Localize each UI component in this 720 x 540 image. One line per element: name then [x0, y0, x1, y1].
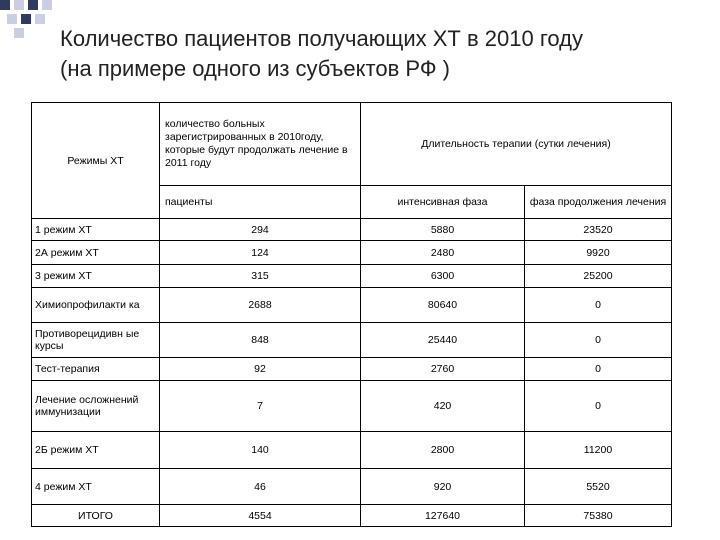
row-patients: 7	[160, 381, 361, 432]
row-regime: 1 режим ХТ	[32, 219, 160, 241]
row-regime: 2А режим ХТ	[32, 241, 160, 265]
total-row	[32, 505, 672, 527]
row-patients: 46	[160, 469, 361, 505]
total-label: ИТОГО	[32, 505, 160, 527]
table-row	[32, 381, 672, 432]
table-row	[32, 432, 672, 469]
title-line-1: Количество пациентов получающих ХТ в 2010 году	[60, 26, 583, 51]
total-continuation: 75380	[525, 505, 672, 527]
row-continuation: 0	[525, 358, 672, 381]
row-patients: 124	[160, 241, 361, 265]
total-patients: 4554	[160, 505, 361, 527]
row-regime: 3 режим ХТ	[32, 265, 160, 288]
decorative-squares	[0, 0, 60, 40]
table-row	[32, 323, 672, 358]
row-continuation: 0	[525, 288, 672, 323]
row-continuation: 9920	[525, 241, 672, 265]
table-row	[32, 219, 672, 241]
header-continuation: фаза продолжения лечения	[525, 186, 672, 219]
row-intensive: 25440	[361, 323, 525, 358]
patients-table	[31, 102, 672, 527]
row-regime: 2Б режим ХТ	[32, 432, 160, 469]
row-intensive: 2480	[361, 241, 525, 265]
row-continuation: 0	[525, 381, 672, 432]
header-regimes: Режимы ХТ	[32, 103, 160, 219]
row-regime: Химиопрофилакти ка	[32, 288, 160, 323]
table-row	[32, 288, 672, 323]
row-patients: 848	[160, 323, 361, 358]
row-intensive: 2760	[361, 358, 525, 381]
row-intensive: 6300	[361, 265, 525, 288]
header-intensive: интенсивная фаза	[361, 186, 525, 219]
header-row-1	[32, 103, 672, 186]
title-line-2: (на примере одного из субъектов РФ )	[60, 56, 450, 81]
row-intensive: 420	[361, 381, 525, 432]
row-patients: 140	[160, 432, 361, 469]
row-continuation: 23520	[525, 219, 672, 241]
row-regime: Лечение осложнений иммунизации	[32, 381, 160, 432]
header-patients: пациенты	[160, 186, 361, 219]
row-continuation: 11200	[525, 432, 672, 469]
row-intensive: 2800	[361, 432, 525, 469]
table-row	[32, 358, 672, 381]
row-intensive: 920	[361, 469, 525, 505]
page-title	[60, 24, 700, 84]
row-regime: Тест-терапия	[32, 358, 160, 381]
total-intensive: 127640	[361, 505, 525, 527]
table-row	[32, 469, 672, 505]
table-row	[32, 241, 672, 265]
row-patients: 294	[160, 219, 361, 241]
table-row	[32, 265, 672, 288]
row-patients: 92	[160, 358, 361, 381]
row-intensive: 5880	[361, 219, 525, 241]
row-continuation: 0	[525, 323, 672, 358]
row-regime: 4 режим ХТ	[32, 469, 160, 505]
row-patients: 2688	[160, 288, 361, 323]
row-continuation: 5520	[525, 469, 672, 505]
row-continuation: 25200	[525, 265, 672, 288]
row-regime: Противорецидивн ые курсы	[32, 323, 160, 358]
row-patients: 315	[160, 265, 361, 288]
row-intensive: 80640	[361, 288, 525, 323]
header-duration: Длительность терапии (сутки лечения)	[361, 103, 672, 186]
header-registered: количество больных зарегистрированных в 2010году, которые будут продолжать лечение в 2011 году	[160, 103, 361, 186]
